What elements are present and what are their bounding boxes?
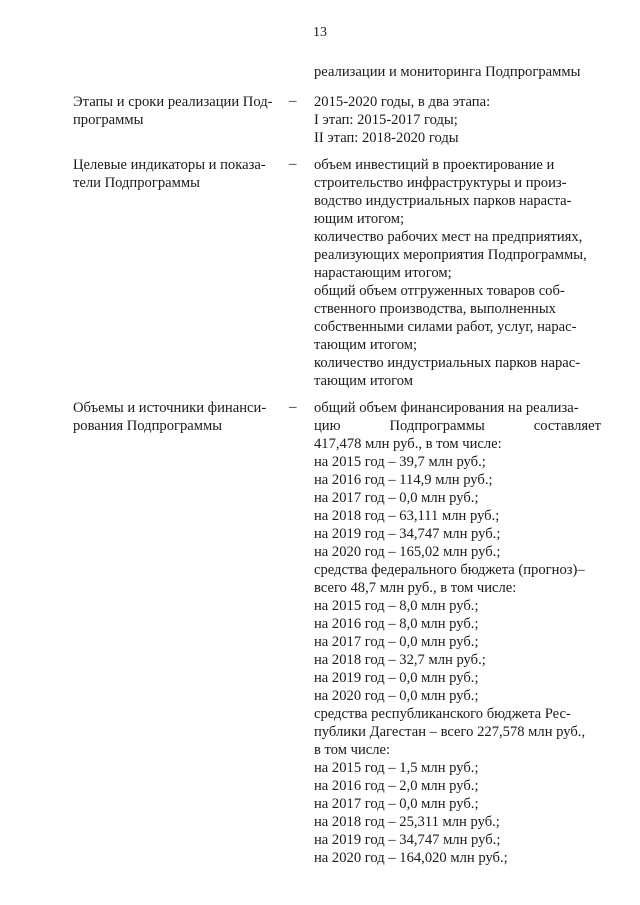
row-label-line: тели Подпрограммы — [73, 175, 200, 191]
row-label-line: Целевые индикаторы и показа- — [73, 157, 266, 173]
row-content-line: II этап: 2018-2020 годы — [314, 130, 459, 146]
row-label-line: рования Подпрограммы — [73, 418, 223, 434]
row-content-line: на 2019 год – 34,747 млн руб.; — [314, 526, 501, 542]
row-content-line: 2015-2020 годы, в два этапа: — [314, 94, 491, 110]
row-content-line: на 2017 год – 0,0 млн руб.; — [314, 490, 479, 506]
continuation-text: реализации и мониторинга Подпрограммы — [314, 64, 581, 80]
dash-separator: – — [289, 93, 297, 109]
row-content-line: на 2015 год – 1,5 млн руб.; — [314, 760, 479, 776]
row-content-line: средства федерального бюджета (прогноз)– — [314, 562, 585, 578]
row-content-line: на 2018 год – 32,7 млн руб.; — [314, 652, 486, 668]
dash-separator: – — [289, 399, 297, 415]
row-content-line: на 2016 год – 2,0 млн руб.; — [314, 778, 479, 794]
row-content-line: нарастающим итогом; — [314, 265, 452, 281]
row-content-line: на 2016 год – 114,9 млн руб.; — [314, 472, 493, 488]
row-content-line-justified — [314, 417, 601, 435]
row-content-line: объем инвестиций в проектирование и — [314, 157, 555, 173]
row-content-line: ственного производства, выполненных — [314, 301, 556, 317]
row-content-line: водство индустриальных парков нараста- — [314, 193, 572, 209]
row-content-line: всего 48,7 млн руб., в том числе: — [314, 580, 517, 596]
row-content-line: на 2017 год – 0,0 млн руб.; — [314, 796, 479, 812]
row-content-line: реализующих мероприятия Подпрограммы, — [314, 247, 587, 263]
page-number: 13 — [313, 25, 327, 40]
row-content-line: общий объем финансирования на реализа- — [314, 400, 579, 416]
justified-word: цию — [314, 418, 341, 434]
row-content-line: средства республиканского бюджета Рес- — [314, 706, 571, 722]
row-content-line: на 2015 год – 8,0 млн руб.; — [314, 598, 479, 614]
row-content-line: тающим итогом; — [314, 337, 418, 353]
row-content-line: строительство инфраструктуры и произ- — [314, 175, 567, 191]
row-content-line: на 2018 год – 63,111 млн руб.; — [314, 508, 500, 524]
row-content-line: на 2015 год – 39,7 млн руб.; — [314, 454, 486, 470]
row-content-line: 417,478 млн руб., в том числе: — [314, 436, 502, 452]
row-content-line: количество индустриальных парков нарас- — [314, 355, 581, 371]
row-content-line: на 2020 год – 165,02 млн руб.; — [314, 544, 501, 560]
row-label-line: Объемы и источники финанси- — [73, 400, 267, 416]
row-label-line: программы — [73, 112, 144, 128]
row-content-line: собственными силами работ, услуг, нарас- — [314, 319, 577, 335]
row-content-line: на 2020 год – 0,0 млн руб.; — [314, 688, 479, 704]
row-content-line: ющим итогом; — [314, 211, 405, 227]
row-content-line: в том числе: — [314, 742, 391, 758]
row-content-line: количество рабочих мест на предприятиях, — [314, 229, 583, 245]
justified-word: составляет — [533, 418, 601, 434]
dash-separator: – — [289, 156, 297, 172]
row-content-line: I этап: 2015-2017 годы; — [314, 112, 458, 128]
row-content-line: на 2018 год – 25,311 млн руб.; — [314, 814, 500, 830]
row-content-line: на 2017 год – 0,0 млн руб.; — [314, 634, 479, 650]
row-content-line: публики Дагестан – всего 227,578 млн руб., — [314, 724, 586, 740]
row-content-line: тающим итогом — [314, 373, 414, 389]
row-content-line: на 2019 год – 0,0 млн руб.; — [314, 670, 479, 686]
row-content-line: на 2019 год – 34,747 млн руб.; — [314, 832, 501, 848]
justified-word: Подпрограммы — [389, 418, 485, 434]
row-content-line: общий объем отгруженных товаров соб- — [314, 283, 565, 299]
row-content-line: на 2016 год – 8,0 млн руб.; — [314, 616, 479, 632]
row-content-line: на 2020 год – 164,020 млн руб.; — [314, 850, 508, 866]
row-label-line: Этапы и сроки реализации Под- — [73, 94, 273, 110]
